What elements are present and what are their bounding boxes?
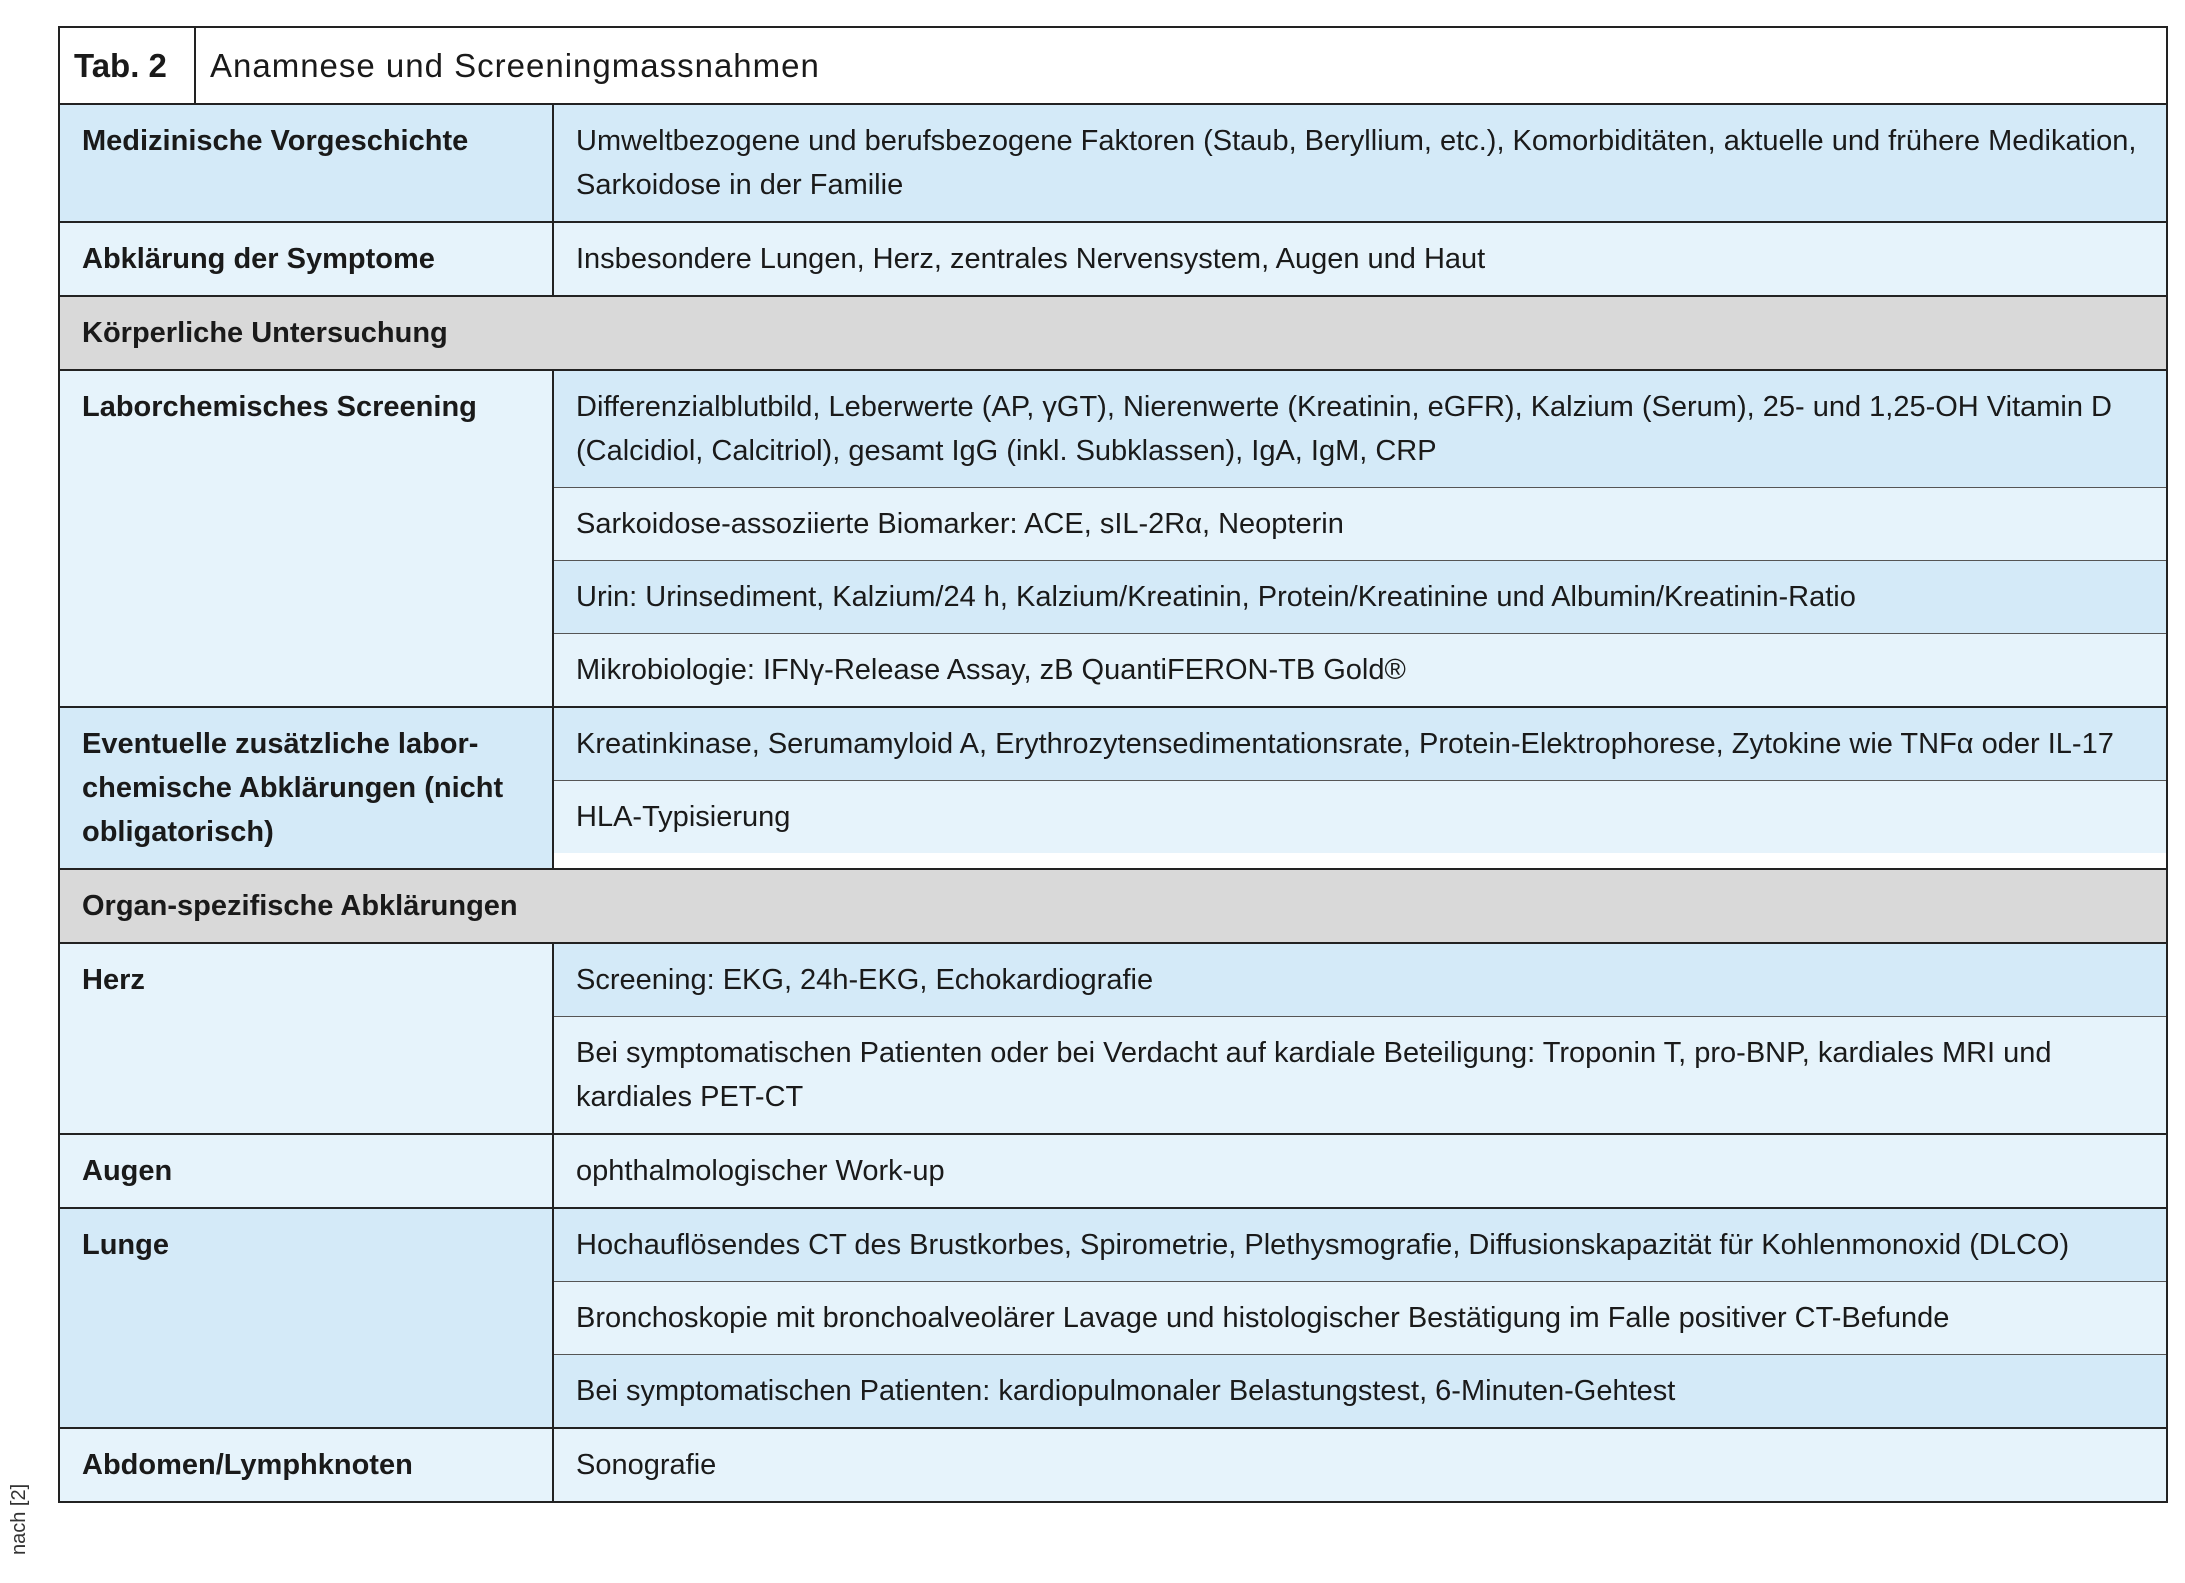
table-row xyxy=(60,1429,2166,1501)
row-label: Abdomen/Lymphknoten xyxy=(60,1429,554,1501)
row-label: Abklärung der Symptome xyxy=(60,223,554,295)
row-label: Laborchemisches Screening xyxy=(60,371,554,706)
row-cell: Bei symptomatischen Patienten: kardiopulmonaler Belastungstest, 6-Minuten-Gehtest xyxy=(554,1355,2166,1427)
row-cell: Differenzialblutbild, Leberwerte (AP, γGT), Nierenwerte (Kreatinin, eGFR), Kalzium (Serum), 25- und 1,25-OH Vitamin D (Calcidiol, Calcitriol), gesamt IgG (inkl. Subklassen), IgA, IgM, CRP xyxy=(554,371,2166,488)
row-cell: Hochauflösendes CT des Brustkorbes, Spirometrie, Plethysmografie, Diffusionskapazität für Kohlenmonoxid (DLCO) xyxy=(554,1209,2166,1282)
screening-table xyxy=(58,26,2168,1503)
row-label: Eventuelle zusätzliche laborchemische Abklärungen (nicht obligatorisch) xyxy=(60,708,554,868)
table-number: Tab. 2 xyxy=(60,28,196,103)
row-label: Herz xyxy=(60,944,554,1133)
table-row xyxy=(60,371,2166,708)
table-row xyxy=(60,708,2166,870)
source-note: nach [2] xyxy=(8,1483,30,1555)
section-header: Körperliche Untersuchung xyxy=(60,297,2166,371)
table-row xyxy=(60,944,2166,1135)
table-row xyxy=(60,1135,2166,1209)
row-cell: Insbesondere Lungen, Herz, zentrales Nervensystem, Augen und Haut xyxy=(576,243,1486,275)
row-cell: Bronchoskopie mit bronchoalveolärer Lavage und histologischer Bestätigung im Falle positiver CT-Befunde xyxy=(554,1282,2166,1355)
row-cell: Urin: Urinsediment, Kalzium/24 h, Kalzium/Kreatinin, Protein/Kreatinine und Albumin/Kreatinin-Ratio xyxy=(554,561,2166,634)
row-cell: Mikrobiologie: IFNγ-Release Assay, zB QuantiFERON-TB Gold® xyxy=(554,634,2166,706)
row-cell: Kreatinkinase, Serumamyloid A, Erythrozytensedimentationsrate, Protein-Elektrophorese, Zytokine wie TNFα oder IL-17 xyxy=(554,708,2166,781)
row-label: Augen xyxy=(60,1135,554,1207)
table-row xyxy=(60,223,2166,297)
row-cell: Umweltbezogene und berufsbezogene Faktoren (Staub, Beryllium, etc.), Komorbiditäten, aktuelle und frühere Medikation, Sarkoidose in der Familie xyxy=(576,125,2137,201)
row-cell: ophthalmologischer Work-up xyxy=(576,1155,945,1187)
row-label: Medizinische Vorgeschichte xyxy=(60,105,554,221)
table-title-bar xyxy=(60,28,2166,105)
row-cell: Bei symptomatischen Patienten oder bei Verdacht auf kardiale Beteiligung: Troponin T, pro-BNP, kardiales MRI und kardiales PET-CT xyxy=(554,1017,2166,1133)
table-row xyxy=(60,105,2166,223)
row-cell: Screening: EKG, 24h-EKG, Echokardiografie xyxy=(554,944,2166,1017)
table-row xyxy=(60,1209,2166,1429)
row-cell: Sonografie xyxy=(576,1449,717,1481)
row-cell: HLA-Typisierung xyxy=(554,781,2166,853)
section-header: Organ-spezifische Abklärungen xyxy=(60,870,2166,944)
row-label: Lunge xyxy=(60,1209,554,1427)
table-title: Anamnese und Screeningmassnahmen xyxy=(210,46,820,84)
row-cell: Sarkoidose-assoziierte Biomarker: ACE, sIL-2Rα, Neopterin xyxy=(554,488,2166,561)
